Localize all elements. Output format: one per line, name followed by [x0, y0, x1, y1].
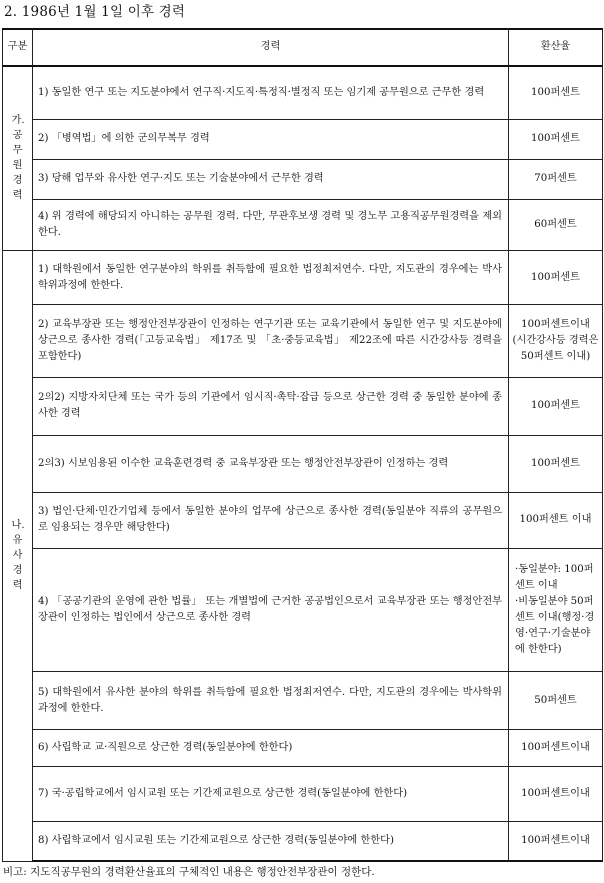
rate-cell: 70퍼센트	[509, 159, 603, 199]
table-row	[3, 119, 603, 159]
career-cell: 1) 동일한 연구 또는 지도분야에서 연구직·지도직·특정직·별정직 또는 임기제 공무원으로 근무한 경력	[33, 66, 509, 119]
header-rate: 환산율	[509, 29, 603, 66]
category-label: 나.유사경력	[11, 519, 25, 591]
rate-cell: 100퍼센트	[509, 436, 603, 492]
table-header-row	[3, 29, 603, 66]
career-cell: 3) 법인·단체·민간기업체 등에서 동일한 분야의 업무에 상근으로 종사한 경력(동일분야 직류의 공무원으로 임용되는 경우만 해당한다)	[33, 492, 509, 548]
rate-multiline: ·동일분야: 100퍼센트 이내 ·비동일분야 50퍼센트 이내(행정·경영·연구·기술분야에 한한다)	[515, 564, 595, 656]
career-cell: 5) 대학원에서 유사한 분야의 학위를 취득함에 필요한 법정최저연수. 다만, 지도관의 경우에는 박사학위과정에 한한다.	[33, 672, 509, 730]
table-row	[3, 766, 603, 821]
rate-cell: 60퍼센트	[509, 199, 603, 250]
rate-cell: 100퍼센트	[509, 119, 603, 159]
table-row	[3, 199, 603, 250]
section-title: 2. 1986년 1월 1일 이후 경력	[4, 4, 186, 20]
table-row	[3, 672, 603, 730]
rate-cell: 100퍼센트이내	[509, 822, 603, 861]
career-cell: 2의2) 지방자치단체 또는 국가 등의 기관에서 임시직·촉탁·잡급 등으로 상근한 경력 중 동일한 분야에 종사한 경력	[33, 377, 509, 436]
career-cell: 6) 사립학교 교·직원으로 상근한 경력(동일분야에 한한다)	[33, 729, 509, 766]
category-label: 가.공무원경력	[11, 115, 25, 202]
table-row	[3, 251, 603, 304]
rate-cell	[509, 304, 603, 377]
career-cell: 2) 교육부장관 또는 행정안전부장관이 인정하는 연구기관 또는 교육기관에서 동일한 연구 및 지도분야에 상근으로 종사한 경력(「고등교육법」 제17조 및 「초·중등교육법」 제22조에 따른 시간강사등 경력을 포함한다)	[33, 304, 509, 377]
career-cell: 2의3) 시보임용된 이수한 교육훈련경력 중 교육부장관 또는 행정안전부장관이 인정하는 경력	[33, 436, 509, 492]
table-row	[3, 304, 603, 377]
table-row	[3, 549, 603, 672]
table-row	[3, 492, 603, 548]
career-conversion-table	[2, 28, 603, 862]
rate-cell: 100퍼센트	[509, 377, 603, 436]
category-cell	[3, 251, 33, 861]
rate-cell: 50퍼센트	[509, 672, 603, 730]
career-cell: 2) 「병역법」에 의한 군의무복무 경력	[33, 119, 509, 159]
header-category: 구분	[3, 29, 33, 66]
header-career: 경력	[33, 29, 509, 66]
table-row	[3, 729, 603, 766]
career-cell: 8) 사립학교에서 임시교원 또는 기간제교원으로 상근한 경력(동일분야에 한한다)	[33, 822, 509, 861]
rate-cell: 100퍼센트이내	[509, 729, 603, 766]
table-row	[3, 66, 603, 119]
career-cell: 1) 대학원에서 동일한 연구분야의 학위를 취득함에 필요한 법정최저연수. 다만, 지도관의 경우에는 박사학위과정에 한한다.	[33, 251, 509, 304]
career-cell: 7) 국·공립학교에서 임시교원 또는 기간제교원으로 상근한 경력(동일분야에 한한다)	[33, 766, 509, 821]
rate-cell: 100퍼센트 이내	[509, 492, 603, 548]
career-cell: 4) 「공공기관의 운영에 관한 법률」 또는 개별법에 근거한 공공법인으로서 교육부장관 또는 행정안전부장관이 인정하는 법인에서 상근으로 종사한 경력	[33, 549, 509, 672]
table-row	[3, 822, 603, 861]
table-row	[3, 377, 603, 436]
rate-cell	[509, 549, 603, 672]
rate-cell: 100퍼센트	[509, 66, 603, 119]
footnote: 비고: 지도직공무원의 경력환산율표의 구체적인 내용은 행정안전부장관이 정한다.	[3, 866, 375, 878]
career-cell: 3) 당해 업무와 유사한 연구·지도 또는 기술분야에서 근무한 경력	[33, 159, 509, 199]
table-row	[3, 436, 603, 492]
career-cell: 4) 위 경력에 해당되지 아니하는 공무원 경력. 다만, 무관후보생 경력 및 경노무 고용직공무원경력을 제외한다.	[33, 199, 509, 250]
category-cell	[3, 66, 33, 251]
rate-cell: 100퍼센트	[509, 251, 603, 304]
rate-multiline: 100퍼센트이내 (시간강사등 경력은 50퍼센트 이내)	[512, 318, 599, 362]
rate-cell: 100퍼센트이내	[509, 766, 603, 821]
table-row	[3, 159, 603, 199]
